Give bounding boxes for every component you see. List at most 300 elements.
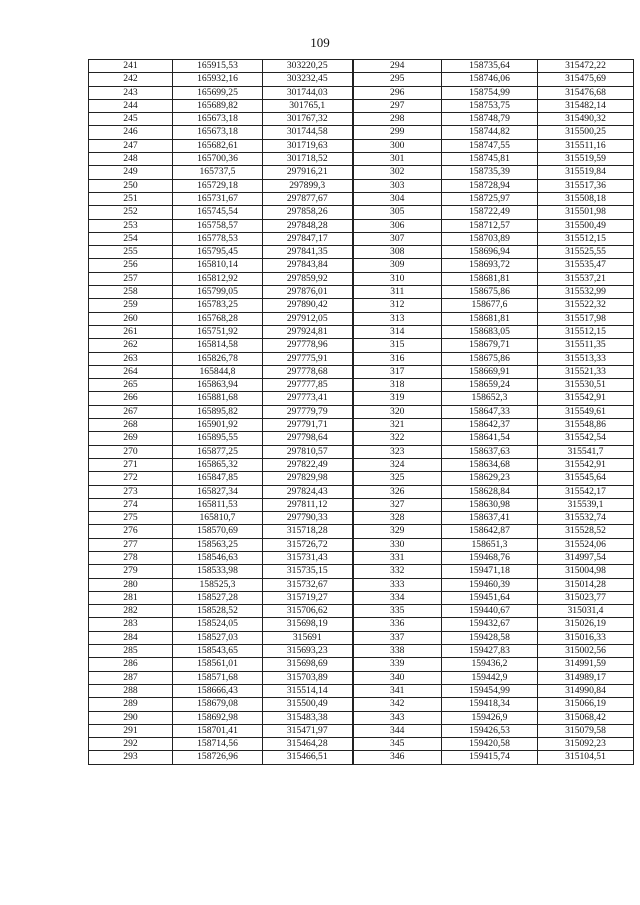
right-x-coordinate-cell: 158693,72 <box>442 259 538 272</box>
left-point-number-cell: 283 <box>89 618 173 631</box>
left-point-number-cell: 242 <box>89 73 173 86</box>
right-x-coordinate-cell: 159471,18 <box>442 565 538 578</box>
right-x-coordinate-cell: 158703,89 <box>442 232 538 245</box>
left-y-coordinate-cell: 297899,3 <box>263 179 353 192</box>
right-y-coordinate-cell: 315524,06 <box>538 538 634 551</box>
left-y-coordinate-cell: 297843,84 <box>263 259 353 272</box>
left-y-coordinate-cell: 297773,41 <box>263 392 353 405</box>
right-point-number-cell: 342 <box>353 698 442 711</box>
left-x-coordinate-cell: 165700,36 <box>173 153 263 166</box>
left-y-coordinate-cell: 297790,33 <box>263 512 353 525</box>
right-y-coordinate-cell: 315512,15 <box>538 325 634 338</box>
left-x-coordinate-cell: 165751,92 <box>173 325 263 338</box>
right-y-coordinate-cell: 315104,51 <box>538 751 634 764</box>
table-row <box>89 259 634 272</box>
left-x-coordinate-cell: 165895,82 <box>173 405 263 418</box>
left-point-number-cell: 247 <box>89 139 173 152</box>
right-point-number-cell: 346 <box>353 751 442 764</box>
left-x-coordinate-cell: 158692,98 <box>173 711 263 724</box>
right-x-coordinate-cell: 158747,55 <box>442 139 538 152</box>
right-y-coordinate-cell: 315521,33 <box>538 365 634 378</box>
left-point-number-cell: 257 <box>89 272 173 285</box>
left-point-number-cell: 292 <box>89 738 173 751</box>
left-y-coordinate-cell: 297777,85 <box>263 379 353 392</box>
table-row <box>89 299 634 312</box>
table-row <box>89 113 634 126</box>
right-y-coordinate-cell: 315508,18 <box>538 192 634 205</box>
table-row <box>89 126 634 139</box>
left-y-coordinate-cell: 297778,68 <box>263 365 353 378</box>
table-row <box>89 419 634 432</box>
right-x-coordinate-cell: 158629,23 <box>442 472 538 485</box>
right-y-coordinate-cell: 315023,77 <box>538 591 634 604</box>
right-y-coordinate-cell: 315513,33 <box>538 352 634 365</box>
table-row <box>89 525 634 538</box>
right-y-coordinate-cell: 315500,25 <box>538 126 634 139</box>
left-y-coordinate-cell: 297876,01 <box>263 286 353 299</box>
right-x-coordinate-cell: 159428,58 <box>442 631 538 644</box>
left-point-number-cell: 275 <box>89 512 173 525</box>
left-point-number-cell: 260 <box>89 312 173 325</box>
right-x-coordinate-cell: 158746,06 <box>442 73 538 86</box>
right-y-coordinate-cell: 314989,17 <box>538 671 634 684</box>
left-x-coordinate-cell: 165795,45 <box>173 246 263 259</box>
left-y-coordinate-cell: 297847,17 <box>263 232 353 245</box>
right-point-number-cell: 300 <box>353 139 442 152</box>
right-point-number-cell: 333 <box>353 578 442 591</box>
left-point-number-cell: 246 <box>89 126 173 139</box>
left-y-coordinate-cell: 315514,14 <box>263 684 353 697</box>
left-point-number-cell: 293 <box>89 751 173 764</box>
right-x-coordinate-cell: 158728,94 <box>442 179 538 192</box>
right-point-number-cell: 321 <box>353 419 442 432</box>
left-point-number-cell: 291 <box>89 724 173 737</box>
left-point-number-cell: 268 <box>89 419 173 432</box>
right-point-number-cell: 318 <box>353 379 442 392</box>
left-x-coordinate-cell: 158524,05 <box>173 618 263 631</box>
right-point-number-cell: 298 <box>353 113 442 126</box>
right-x-coordinate-cell: 158647,33 <box>442 405 538 418</box>
left-point-number-cell: 269 <box>89 432 173 445</box>
table-row <box>89 698 634 711</box>
right-y-coordinate-cell: 314991,59 <box>538 658 634 671</box>
left-point-number-cell: 273 <box>89 485 173 498</box>
left-x-coordinate-cell: 165895,55 <box>173 432 263 445</box>
right-y-coordinate-cell: 315545,64 <box>538 472 634 485</box>
left-y-coordinate-cell: 297924,81 <box>263 325 353 338</box>
right-point-number-cell: 335 <box>353 605 442 618</box>
right-x-coordinate-cell: 159451,64 <box>442 591 538 604</box>
right-point-number-cell: 332 <box>353 565 442 578</box>
right-point-number-cell: 297 <box>353 99 442 112</box>
left-x-coordinate-cell: 165826,78 <box>173 352 263 365</box>
left-x-coordinate-cell: 165799,05 <box>173 286 263 299</box>
left-point-number-cell: 277 <box>89 538 173 551</box>
right-x-coordinate-cell: 158735,64 <box>442 60 538 73</box>
left-point-number-cell: 264 <box>89 365 173 378</box>
right-y-coordinate-cell: 315482,14 <box>538 99 634 112</box>
table-row <box>89 60 634 73</box>
left-y-coordinate-cell: 297916,21 <box>263 166 353 179</box>
left-y-coordinate-cell: 315735,15 <box>263 565 353 578</box>
right-y-coordinate-cell: 315476,68 <box>538 86 634 99</box>
left-y-coordinate-cell: 297811,12 <box>263 498 353 511</box>
right-point-number-cell: 323 <box>353 445 442 458</box>
table-row <box>89 432 634 445</box>
table-row <box>89 551 634 564</box>
left-x-coordinate-cell: 165811,53 <box>173 498 263 511</box>
table-row <box>89 99 634 112</box>
right-point-number-cell: 326 <box>353 485 442 498</box>
right-x-coordinate-cell: 159440,67 <box>442 605 538 618</box>
right-x-coordinate-cell: 158641,54 <box>442 432 538 445</box>
left-point-number-cell: 244 <box>89 99 173 112</box>
right-y-coordinate-cell: 315542,17 <box>538 485 634 498</box>
right-x-coordinate-cell: 159468,76 <box>442 551 538 564</box>
table-row <box>89 631 634 644</box>
left-x-coordinate-cell: 158561,01 <box>173 658 263 671</box>
table-row <box>89 365 634 378</box>
left-x-coordinate-cell: 165689,82 <box>173 99 263 112</box>
right-x-coordinate-cell: 159442,9 <box>442 671 538 684</box>
right-y-coordinate-cell: 315511,35 <box>538 339 634 352</box>
left-point-number-cell: 281 <box>89 591 173 604</box>
left-x-coordinate-cell: 158714,56 <box>173 738 263 751</box>
left-x-coordinate-cell: 165699,25 <box>173 86 263 99</box>
table-row <box>89 325 634 338</box>
left-point-number-cell: 254 <box>89 232 173 245</box>
right-point-number-cell: 307 <box>353 232 442 245</box>
table-row <box>89 166 634 179</box>
left-point-number-cell: 289 <box>89 698 173 711</box>
right-x-coordinate-cell: 158683,05 <box>442 325 538 338</box>
left-point-number-cell: 265 <box>89 379 173 392</box>
table-row <box>89 751 634 764</box>
left-y-coordinate-cell: 315703,89 <box>263 671 353 684</box>
left-point-number-cell: 263 <box>89 352 173 365</box>
right-point-number-cell: 310 <box>353 272 442 285</box>
right-point-number-cell: 330 <box>353 538 442 551</box>
right-y-coordinate-cell: 315528,52 <box>538 525 634 538</box>
left-y-coordinate-cell: 315464,28 <box>263 738 353 751</box>
left-point-number-cell: 245 <box>89 113 173 126</box>
left-x-coordinate-cell: 165863,94 <box>173 379 263 392</box>
right-point-number-cell: 324 <box>353 458 442 471</box>
left-y-coordinate-cell: 315718,28 <box>263 525 353 538</box>
left-point-number-cell: 271 <box>89 458 173 471</box>
left-x-coordinate-cell: 165844,8 <box>173 365 263 378</box>
left-y-coordinate-cell: 315691 <box>263 631 353 644</box>
right-point-number-cell: 315 <box>353 339 442 352</box>
right-point-number-cell: 343 <box>353 711 442 724</box>
right-x-coordinate-cell: 158725,97 <box>442 192 538 205</box>
table-row <box>89 658 634 671</box>
left-y-coordinate-cell: 315466,51 <box>263 751 353 764</box>
left-x-coordinate-cell: 165901,92 <box>173 419 263 432</box>
left-x-coordinate-cell: 165865,32 <box>173 458 263 471</box>
right-point-number-cell: 345 <box>353 738 442 751</box>
right-x-coordinate-cell: 159420,58 <box>442 738 538 751</box>
right-y-coordinate-cell: 315525,55 <box>538 246 634 259</box>
left-point-number-cell: 252 <box>89 206 173 219</box>
right-y-coordinate-cell: 315517,36 <box>538 179 634 192</box>
left-x-coordinate-cell: 158546,63 <box>173 551 263 564</box>
right-x-coordinate-cell: 158642,37 <box>442 419 538 432</box>
left-y-coordinate-cell: 297779,79 <box>263 405 353 418</box>
table-row <box>89 711 634 724</box>
left-y-coordinate-cell: 297798,64 <box>263 432 353 445</box>
right-y-coordinate-cell: 315535,47 <box>538 259 634 272</box>
right-y-coordinate-cell: 315016,33 <box>538 631 634 644</box>
left-y-coordinate-cell: 297824,43 <box>263 485 353 498</box>
left-point-number-cell: 241 <box>89 60 173 73</box>
left-y-coordinate-cell: 315698,69 <box>263 658 353 671</box>
right-point-number-cell: 306 <box>353 219 442 232</box>
table-row <box>89 645 634 658</box>
right-point-number-cell: 309 <box>353 259 442 272</box>
right-y-coordinate-cell: 315079,58 <box>538 724 634 737</box>
left-point-number-cell: 288 <box>89 684 173 697</box>
right-point-number-cell: 320 <box>353 405 442 418</box>
right-point-number-cell: 304 <box>353 192 442 205</box>
right-point-number-cell: 308 <box>353 246 442 259</box>
right-x-coordinate-cell: 158744,82 <box>442 126 538 139</box>
table-row <box>89 458 634 471</box>
left-y-coordinate-cell: 297791,71 <box>263 419 353 432</box>
table-row <box>89 591 634 604</box>
left-x-coordinate-cell: 165812,92 <box>173 272 263 285</box>
left-x-coordinate-cell: 165758,57 <box>173 219 263 232</box>
left-point-number-cell: 250 <box>89 179 173 192</box>
left-point-number-cell: 253 <box>89 219 173 232</box>
right-x-coordinate-cell: 158659,24 <box>442 379 538 392</box>
left-point-number-cell: 270 <box>89 445 173 458</box>
right-x-coordinate-cell: 158642,87 <box>442 525 538 538</box>
left-x-coordinate-cell: 165745,54 <box>173 206 263 219</box>
table-row <box>89 724 634 737</box>
right-y-coordinate-cell: 315517,98 <box>538 312 634 325</box>
table-row <box>89 684 634 697</box>
right-y-coordinate-cell: 315472,22 <box>538 60 634 73</box>
right-point-number-cell: 334 <box>353 591 442 604</box>
right-point-number-cell: 303 <box>353 179 442 192</box>
right-y-coordinate-cell: 315549,61 <box>538 405 634 418</box>
left-x-coordinate-cell: 165729,18 <box>173 179 263 192</box>
table-row <box>89 232 634 245</box>
right-point-number-cell: 319 <box>353 392 442 405</box>
left-x-coordinate-cell: 165673,18 <box>173 113 263 126</box>
left-point-number-cell: 272 <box>89 472 173 485</box>
right-x-coordinate-cell: 158634,68 <box>442 458 538 471</box>
left-point-number-cell: 287 <box>89 671 173 684</box>
left-point-number-cell: 282 <box>89 605 173 618</box>
right-x-coordinate-cell: 158748,79 <box>442 113 538 126</box>
right-y-coordinate-cell: 315519,84 <box>538 166 634 179</box>
table-row <box>89 738 634 751</box>
right-y-coordinate-cell: 315026,19 <box>538 618 634 631</box>
coordinates-table <box>88 59 634 765</box>
left-point-number-cell: 251 <box>89 192 173 205</box>
left-y-coordinate-cell: 297912,05 <box>263 312 353 325</box>
right-y-coordinate-cell: 315501,98 <box>538 206 634 219</box>
right-y-coordinate-cell: 315519,59 <box>538 153 634 166</box>
left-x-coordinate-cell: 158701,41 <box>173 724 263 737</box>
left-y-coordinate-cell: 297841,35 <box>263 246 353 259</box>
left-x-coordinate-cell: 158528,52 <box>173 605 263 618</box>
right-y-coordinate-cell: 315522,32 <box>538 299 634 312</box>
right-point-number-cell: 336 <box>353 618 442 631</box>
right-x-coordinate-cell: 159460,39 <box>442 578 538 591</box>
right-x-coordinate-cell: 159432,67 <box>442 618 538 631</box>
right-point-number-cell: 338 <box>353 645 442 658</box>
table-row <box>89 179 634 192</box>
table-row <box>89 605 634 618</box>
left-point-number-cell: 290 <box>89 711 173 724</box>
right-point-number-cell: 329 <box>353 525 442 538</box>
table-row <box>89 512 634 525</box>
right-y-coordinate-cell: 315537,21 <box>538 272 634 285</box>
left-y-coordinate-cell: 303232,45 <box>263 73 353 86</box>
left-x-coordinate-cell: 165810,7 <box>173 512 263 525</box>
table-row <box>89 498 634 511</box>
left-point-number-cell: 266 <box>89 392 173 405</box>
right-y-coordinate-cell: 315541,7 <box>538 445 634 458</box>
right-point-number-cell: 344 <box>353 724 442 737</box>
right-point-number-cell: 314 <box>353 325 442 338</box>
right-x-coordinate-cell: 158651,3 <box>442 538 538 551</box>
right-x-coordinate-cell: 158681,81 <box>442 312 538 325</box>
right-x-coordinate-cell: 159415,74 <box>442 751 538 764</box>
right-y-coordinate-cell: 315066,19 <box>538 698 634 711</box>
right-x-coordinate-cell: 158637,63 <box>442 445 538 458</box>
left-y-coordinate-cell: 315726,72 <box>263 538 353 551</box>
left-x-coordinate-cell: 165682,61 <box>173 139 263 152</box>
left-x-coordinate-cell: 165731,67 <box>173 192 263 205</box>
left-point-number-cell: 276 <box>89 525 173 538</box>
table-row <box>89 538 634 551</box>
right-point-number-cell: 328 <box>353 512 442 525</box>
table-row <box>89 139 634 152</box>
left-y-coordinate-cell: 297848,28 <box>263 219 353 232</box>
left-y-coordinate-cell: 297890,42 <box>263 299 353 312</box>
left-y-coordinate-cell: 315719,27 <box>263 591 353 604</box>
right-point-number-cell: 331 <box>353 551 442 564</box>
right-point-number-cell: 312 <box>353 299 442 312</box>
right-x-coordinate-cell: 158669,91 <box>442 365 538 378</box>
right-y-coordinate-cell: 315542,91 <box>538 458 634 471</box>
table-row <box>89 153 634 166</box>
left-x-coordinate-cell: 158527,28 <box>173 591 263 604</box>
left-y-coordinate-cell: 301718,52 <box>263 153 353 166</box>
table-row <box>89 618 634 631</box>
left-x-coordinate-cell: 165814,58 <box>173 339 263 352</box>
right-y-coordinate-cell: 315548,86 <box>538 419 634 432</box>
right-x-coordinate-cell: 159418,34 <box>442 698 538 711</box>
left-y-coordinate-cell: 315731,43 <box>263 551 353 564</box>
left-point-number-cell: 284 <box>89 631 173 644</box>
left-point-number-cell: 285 <box>89 645 173 658</box>
right-x-coordinate-cell: 158753,75 <box>442 99 538 112</box>
left-point-number-cell: 267 <box>89 405 173 418</box>
right-y-coordinate-cell: 315512,15 <box>538 232 634 245</box>
left-point-number-cell: 261 <box>89 325 173 338</box>
left-point-number-cell: 243 <box>89 86 173 99</box>
table-row <box>89 286 634 299</box>
right-point-number-cell: 295 <box>353 73 442 86</box>
left-y-coordinate-cell: 301744,58 <box>263 126 353 139</box>
right-point-number-cell: 325 <box>353 472 442 485</box>
left-point-number-cell: 255 <box>89 246 173 259</box>
right-y-coordinate-cell: 315068,42 <box>538 711 634 724</box>
right-point-number-cell: 341 <box>353 684 442 697</box>
page-number: 109 <box>310 35 330 50</box>
right-x-coordinate-cell: 158630,98 <box>442 498 538 511</box>
right-y-coordinate-cell: 315530,51 <box>538 379 634 392</box>
right-point-number-cell: 294 <box>353 60 442 73</box>
right-y-coordinate-cell: 314990,84 <box>538 684 634 697</box>
left-x-coordinate-cell: 165877,25 <box>173 445 263 458</box>
left-x-coordinate-cell: 165827,34 <box>173 485 263 498</box>
right-point-number-cell: 339 <box>353 658 442 671</box>
left-point-number-cell: 278 <box>89 551 173 564</box>
left-y-coordinate-cell: 301744,03 <box>263 86 353 99</box>
left-x-coordinate-cell: 158726,96 <box>173 751 263 764</box>
left-x-coordinate-cell: 158570,69 <box>173 525 263 538</box>
right-y-coordinate-cell: 315542,91 <box>538 392 634 405</box>
right-point-number-cell: 340 <box>353 671 442 684</box>
left-y-coordinate-cell: 315483,38 <box>263 711 353 724</box>
right-point-number-cell: 337 <box>353 631 442 644</box>
right-point-number-cell: 316 <box>353 352 442 365</box>
right-x-coordinate-cell: 159454,99 <box>442 684 538 697</box>
left-point-number-cell: 258 <box>89 286 173 299</box>
left-x-coordinate-cell: 165915,53 <box>173 60 263 73</box>
table-row <box>89 339 634 352</box>
left-x-coordinate-cell: 165768,28 <box>173 312 263 325</box>
left-y-coordinate-cell: 315471,97 <box>263 724 353 737</box>
table-row <box>89 206 634 219</box>
right-point-number-cell: 299 <box>353 126 442 139</box>
right-point-number-cell: 313 <box>353 312 442 325</box>
left-y-coordinate-cell: 297810,57 <box>263 445 353 458</box>
table-row <box>89 192 634 205</box>
table-row <box>89 578 634 591</box>
right-point-number-cell: 311 <box>353 286 442 299</box>
right-x-coordinate-cell: 159427,83 <box>442 645 538 658</box>
left-x-coordinate-cell: 158533,98 <box>173 565 263 578</box>
left-point-number-cell: 256 <box>89 259 173 272</box>
right-x-coordinate-cell: 159426,53 <box>442 724 538 737</box>
left-x-coordinate-cell: 165737,5 <box>173 166 263 179</box>
right-x-coordinate-cell: 158675,86 <box>442 352 538 365</box>
left-point-number-cell: 279 <box>89 565 173 578</box>
right-x-coordinate-cell: 158722,49 <box>442 206 538 219</box>
right-y-coordinate-cell: 315004,98 <box>538 565 634 578</box>
table-row <box>89 219 634 232</box>
right-y-coordinate-cell: 315490,32 <box>538 113 634 126</box>
right-x-coordinate-cell: 158696,94 <box>442 246 538 259</box>
left-x-coordinate-cell: 165810,14 <box>173 259 263 272</box>
right-x-coordinate-cell: 158745,81 <box>442 153 538 166</box>
left-x-coordinate-cell: 158543,65 <box>173 645 263 658</box>
left-y-coordinate-cell: 297822,49 <box>263 458 353 471</box>
left-x-coordinate-cell: 165881,68 <box>173 392 263 405</box>
right-y-coordinate-cell: 314997,54 <box>538 551 634 564</box>
left-y-coordinate-cell: 315698,19 <box>263 618 353 631</box>
right-x-coordinate-cell: 158712,57 <box>442 219 538 232</box>
right-x-coordinate-cell: 158628,84 <box>442 485 538 498</box>
left-x-coordinate-cell: 158666,43 <box>173 684 263 697</box>
